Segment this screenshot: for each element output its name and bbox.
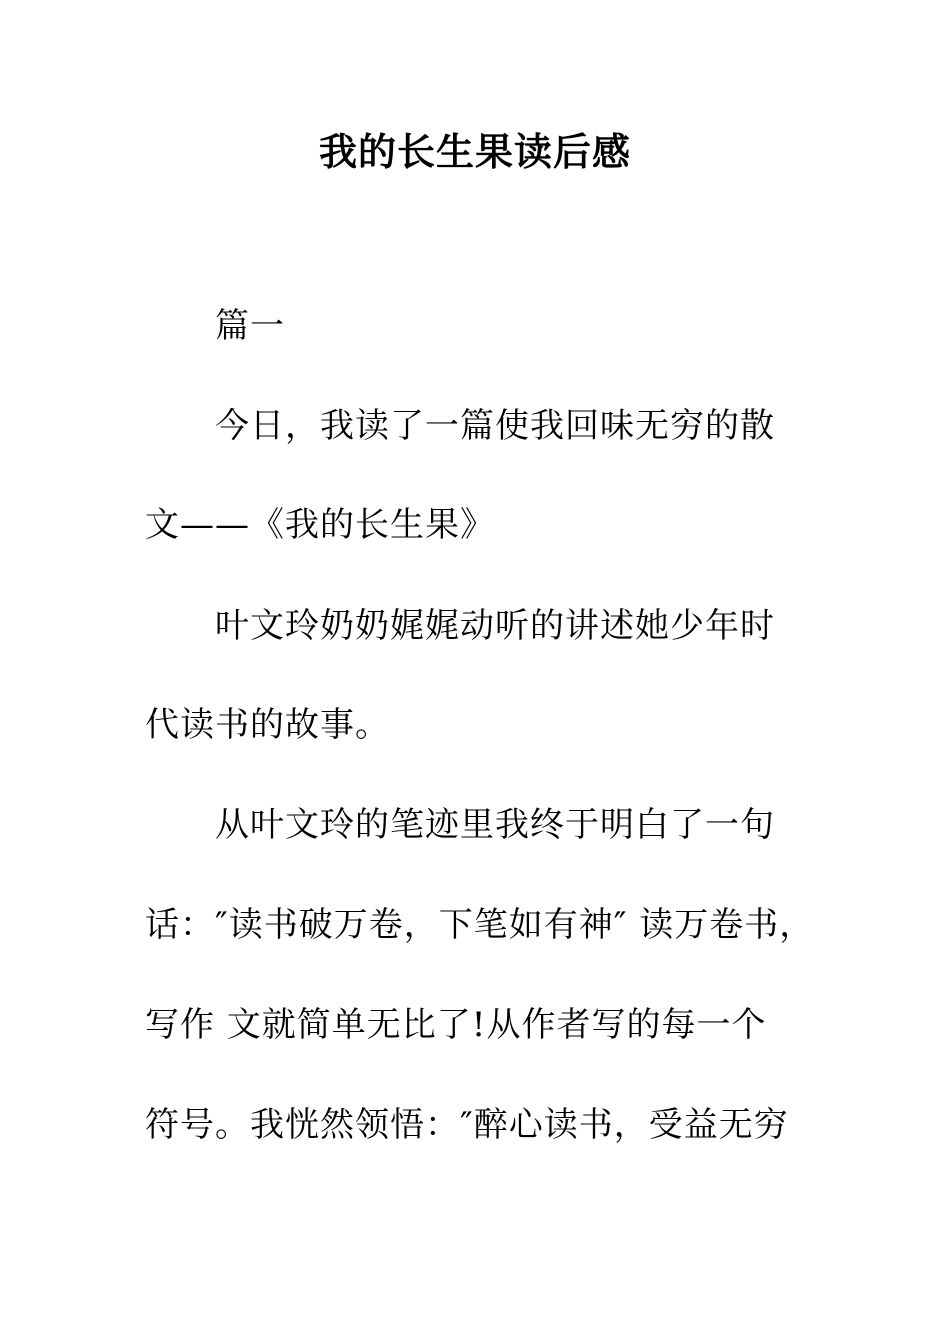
paragraph-line: 从叶文玲的笔迹里我终于明白了一句: [215, 805, 775, 845]
section-heading: 篇一: [215, 306, 285, 346]
paragraph-line: 代读书的故事。: [145, 705, 390, 745]
document-title: 我的长生果读后感: [318, 130, 631, 174]
paragraph-line: 今日，我读了一篇使我回味无穷的散: [215, 406, 775, 446]
paragraph-line: 符号。我恍然领悟：″醉心读书，受益无穷: [145, 1105, 789, 1145]
paragraph-line: 叶文玲奶奶娓娓动听的讲述她少年时: [215, 606, 775, 646]
paragraph-line: 话：″读书破万卷，下笔如有神″ 读万卷书，: [145, 905, 815, 945]
paragraph-line: 文——《我的长生果》: [145, 505, 495, 545]
paragraph-line: 写作 文就简单无比了!从作者写的每一个: [145, 1005, 767, 1045]
